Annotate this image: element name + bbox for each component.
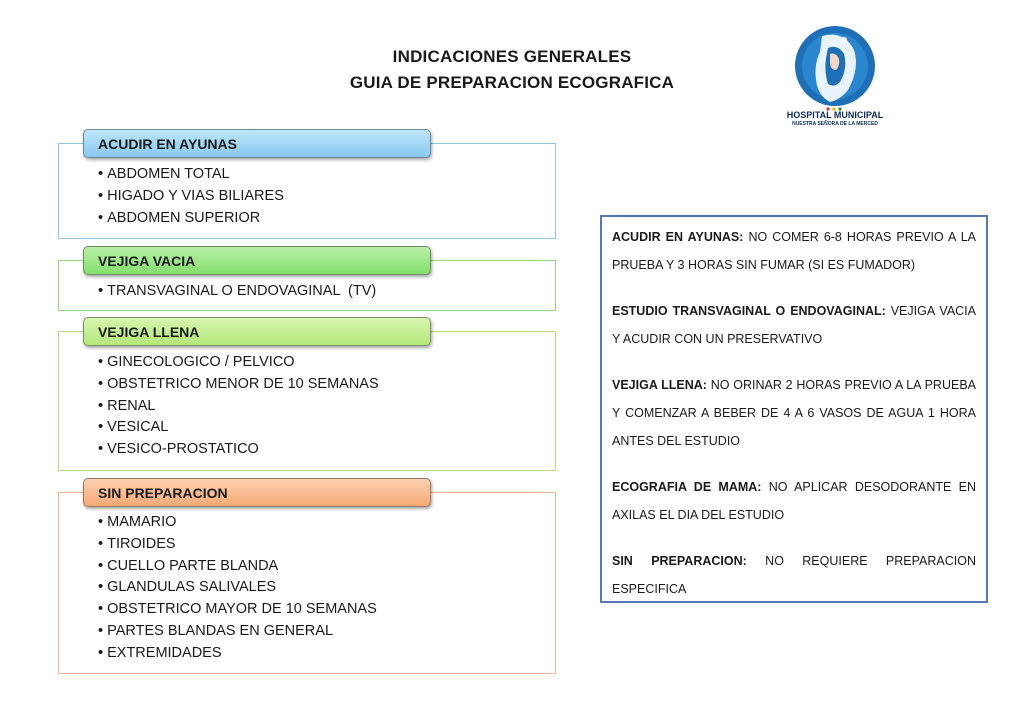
no-preparation-header: SIN PREPARACION (83, 478, 431, 507)
svg-text:HOSPITAL MUNICIPAL: HOSPITAL MUNICIPAL (786, 110, 884, 120)
note-full-bladder (612, 371, 976, 455)
note-text: NO ORINAR 2 HORAS PREVIO A LA PRUEBA Y COMENZAR A BEBER DE 4 A 6 VASOS DE AGUA 1 HORA ANTES DEL ESTUDIO (612, 378, 976, 448)
fasting-header: ACUDIR EN AYUNAS (83, 129, 431, 158)
list-item: • VESICO-PROSTATICO (98, 439, 379, 461)
empty-bladder-header: VEJIGA VACIA (83, 246, 431, 275)
list-item: • PARTES BLANDAS EN GENERAL (98, 621, 377, 643)
list-item: • TIROIDES (98, 534, 377, 556)
note-label: ACUDIR EN AYUNAS: (612, 230, 744, 244)
hospital-emblem-icon (770, 24, 900, 126)
list-item: • VESICAL (98, 417, 379, 439)
page-subtitle: GUIA DE PREPARACION ECOGRAFICA (349, 73, 675, 92)
empty-bladder-list (98, 281, 376, 303)
note-fasting (612, 223, 976, 279)
list-item: • CUELLO PARTE BLANDA (98, 556, 377, 578)
note-label: VEJIGA LLENA: (612, 378, 707, 392)
note-transvaginal (612, 297, 976, 353)
note-text: VEJIGA VACIA Y ACUDIR CON UN PRESERVATIVO (612, 304, 976, 346)
list-item: • RENAL (98, 396, 379, 418)
list-item: • HIGADO Y VIAS BILIARES (98, 186, 284, 208)
note-text: NO COMER 6-8 HORAS PREVIO A LA PRUEBA Y 3 HORAS SIN FUMAR (SI ES FUMADOR) (612, 230, 976, 272)
full-bladder-list (98, 352, 379, 461)
list-item: • TRANSVAGINAL O ENDOVAGINAL (TV) (98, 281, 376, 303)
page-title: INDICACIONES GENERALES (392, 47, 632, 66)
list-item: • ABDOMEN TOTAL (98, 164, 284, 186)
svg-text:NUESTRA SEÑORA DE LA MERCED: NUESTRA SEÑORA DE LA MERCED (792, 121, 878, 126)
fasting-list (98, 164, 284, 229)
list-item: • OBSTETRICO MENOR DE 10 SEMANAS (98, 374, 379, 396)
note-mammography (612, 473, 976, 529)
note-no-preparation (612, 547, 976, 603)
list-item: • OBSTETRICO MAYOR DE 10 SEMANAS (98, 599, 377, 621)
instructions-box (600, 215, 988, 603)
hospital-logo (770, 24, 900, 126)
note-label: ECOGRAFIA DE MAMA: (612, 480, 762, 494)
list-item: • GINECOLOGICO / PELVICO (98, 352, 379, 374)
note-text: NO APLICAR DESODORANTE EN AXILAS EL DIA DEL ESTUDIO (612, 480, 976, 522)
note-label: SIN PREPARACION: (612, 554, 747, 568)
note-text: NO REQUIERE PREPARACION ESPECIFICA (612, 554, 976, 596)
no-preparation-list (98, 512, 377, 665)
list-item: • GLANDULAS SALIVALES (98, 577, 377, 599)
list-item: • ABDOMEN SUPERIOR (98, 208, 284, 230)
full-bladder-header: VEJIGA LLENA (83, 317, 431, 346)
list-item: • MAMARIO (98, 512, 377, 534)
note-label: ESTUDIO TRANSVAGINAL O ENDOVAGINAL: (612, 304, 886, 318)
list-item: • EXTREMIDADES (98, 643, 377, 665)
